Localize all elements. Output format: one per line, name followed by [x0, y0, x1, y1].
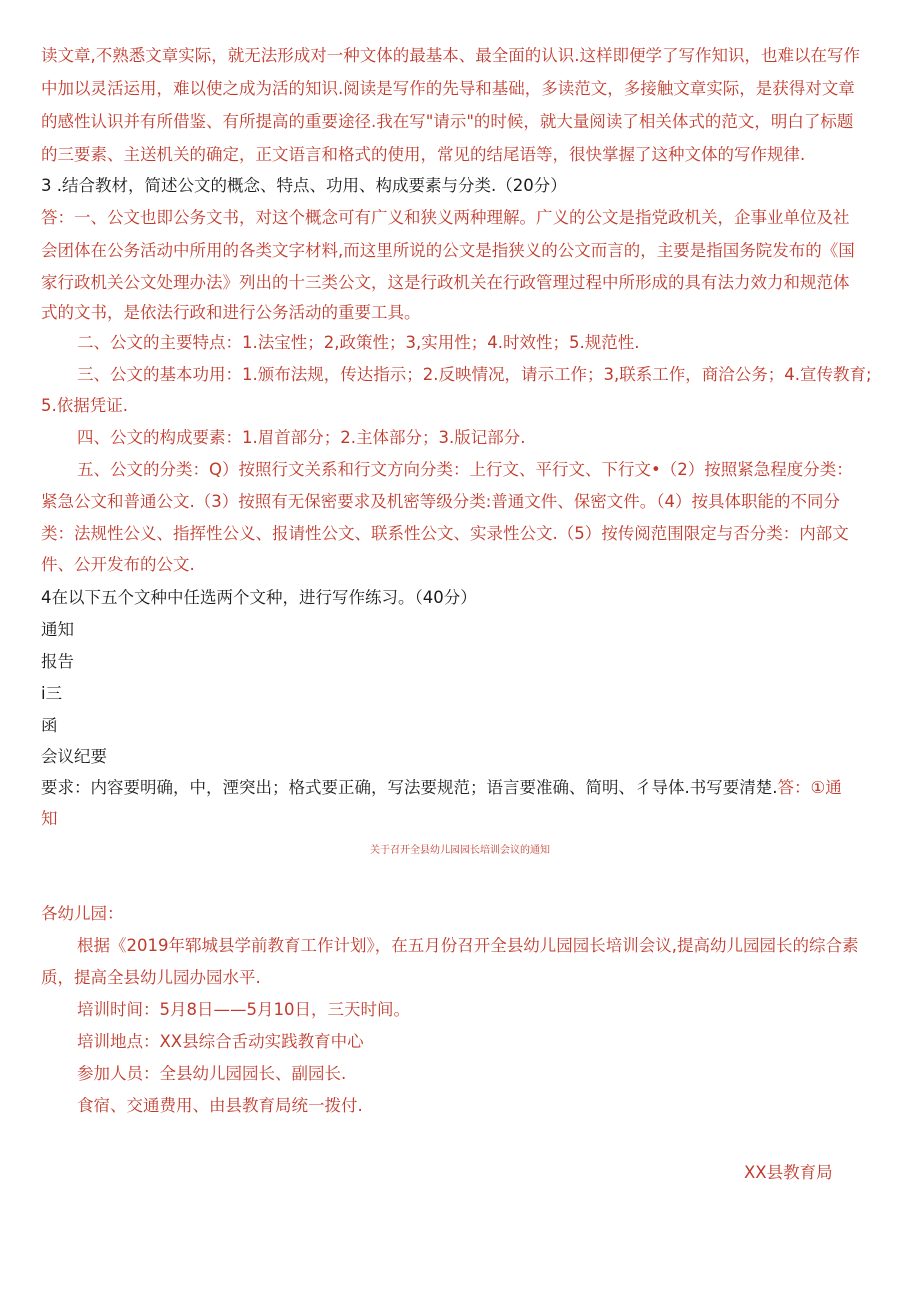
paragraph-line: 的三要素、主送机关的确定，正文语言和格式的使用，常见的结尾语等，很快掌握了这种文体的写作规律. — [41, 145, 806, 164]
requirements — [41, 777, 842, 799]
notice-body: 质，提高全县幼儿园办园水平. — [41, 968, 261, 987]
question-4: 4在以下五个文种中任选两个文种，进行写作练习。（40分） — [41, 588, 477, 607]
notice-location: 培训地点：XX县综合舌动实践教育中心 — [77, 1032, 364, 1051]
answer-classification-cont: 件、公开发布的公文. — [41, 555, 195, 574]
notice-expenses: 食宿、交通费用、由县教育局统一拨付. — [77, 1096, 363, 1115]
notice-signature: XX县教育局 — [744, 1163, 833, 1182]
answer-functions: 三、公文的基本功用：1.颁布法规，传达指示；2.反映情况，请示工作；3,联系工作，商洽公务；4.宣传教育; — [77, 365, 872, 384]
answer-classification-cont: 紧急公文和普通公文.（3）按照有无保密要求及机密等级分类:普通文件、保密文件。（4）按具体职能的不同分 — [41, 492, 841, 511]
notice-title: 关于召开全县幼儿园园长培训会议的通知 — [370, 845, 550, 856]
answer-classification-cont: 类：法规性公义、指挥性公义、报请性公文、联系性公文、实录性公文.（5）按传阅范围限定与否分类：内部文 — [41, 524, 849, 543]
option-item: 函 — [41, 716, 58, 735]
paragraph-line: 读文章,不熟悉文章实际，就无法形成对一种文体的最基本、最全面的认识.这样即便学了写作知识，也难以在写作 — [41, 46, 860, 65]
option-item: 通知 — [41, 620, 74, 639]
answer-functions-cont: 5.依据凭证. — [41, 396, 128, 415]
answer-start-cont: 知 — [41, 809, 58, 828]
notice-time: 培训时间：5月8日——5月10日，三天时间。 — [77, 1000, 410, 1019]
question-3: 3 .结合教材，简述公文的概念、特点、功用、构成要素与分类.（20分） — [41, 176, 567, 195]
answer-features: 二、公文的主要特点：1.法宝性；2,政策性；3,实用性；4.时效性；5.规范性. — [77, 333, 640, 352]
answer-start: 答：①通 — [777, 778, 842, 797]
option-item: 会议纪要 — [41, 747, 107, 766]
requirements-text: 要求：内容要明确，中，湮突出；格式要正确，写法要规范；语言要准确、简明、彳导体.书写要清楚. — [41, 778, 778, 797]
answer-line: 会团体在公务活动中所用的各类文字材料,而这里所说的公文是指狭义的公文而言的，主要是指国务院发布的《国 — [41, 241, 855, 260]
notice-addressee: 各幼儿园： — [41, 904, 124, 923]
paragraph-line: 的感性认识并有所借鉴、有所提高的重要途径.我在写"请示"的时候，就大量阅读了相关体式的范文，明白了标题 — [41, 112, 854, 131]
answer-line: 答：一、公文也即公务文书，对这个概念可有广义和狭义两种理解。广义的公文是指党政机关，企事业单位及社 — [41, 208, 850, 227]
option-item: 报告 — [41, 652, 74, 671]
answer-line: 家行政机关公文处理办法》列出的十三类公文，这是行政机关在行政管理过程中所形成的具有法力效力和规范体 — [41, 273, 850, 292]
notice-attendees: 参加人员：全县幼儿园园长、副园长. — [77, 1064, 347, 1083]
notice-body: 根据《2019年郓城县学前教育工作计划》，在五月份召开全县幼儿园园长培训会议,提高幼儿园园长的综合素 — [77, 936, 859, 955]
paragraph-line: 中加以灵活运用，难以使之成为活的知识.阅读是写作的先导和基础，多读范文，多接触文章实际，是获得对文章 — [41, 79, 855, 98]
answer-classification: 五、公文的分类：Q）按照行文关系和行文方向分类：上行文、平行文、下行文•（2）按照紧急程度分类： — [77, 460, 853, 479]
option-item: i三 — [41, 684, 63, 703]
answer-line: 式的文书，是依法行政和进行公务活动的重要工具。 — [41, 303, 421, 322]
answer-elements: 四、公文的构成要素：1.眉首部分；2.主体部分；3.版记部分. — [77, 428, 526, 447]
